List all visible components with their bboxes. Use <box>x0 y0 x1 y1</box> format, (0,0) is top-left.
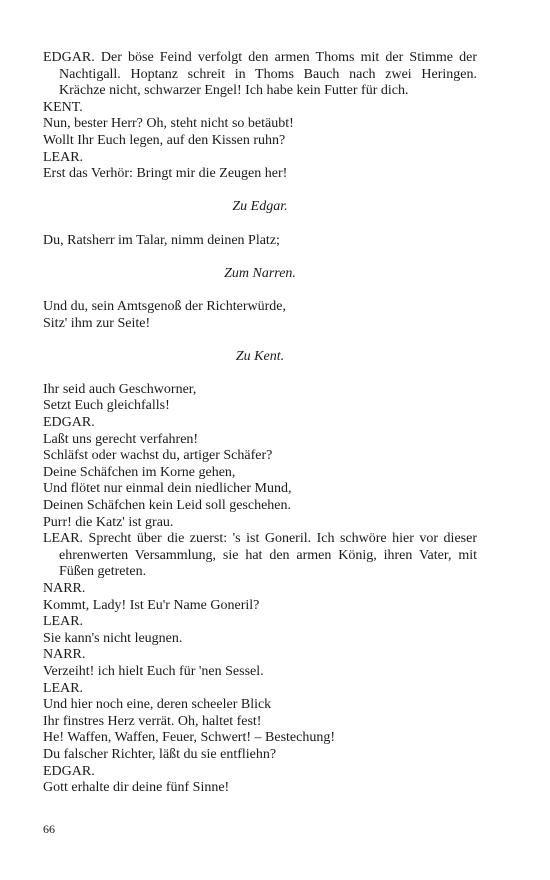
speech-edgar-1: EDGAR. Der böse Feind verfolgt den armen Thoms mit der Stimme der Nachtigall. Hoptanz schreit in Thoms Bauch nach zwei Heringen. Krächze nicht, schwarzer Engel! Ich habe kein Futter für dich. <box>43 50 477 99</box>
verse-line: Und flötet nur einmal dein niedlicher Mund, <box>43 481 292 497</box>
text-block-b <box>43 233 477 250</box>
verse-line: Nun, bester Herr? Oh, steht nicht so betäubt! <box>43 116 294 132</box>
verse-line: Laßt uns gerecht verfahren! <box>43 431 199 447</box>
stage-direction-zum-narren: Zum Narren. <box>224 265 296 281</box>
verse-line: Ihr seid auch Geschworner, <box>43 381 197 397</box>
page-number: 66 <box>43 822 55 836</box>
speaker-narr: NARR. <box>43 581 86 596</box>
verse-line: Gott erhalte dir deine fünf Sinne! <box>43 780 230 796</box>
speaker-edgar: EDGAR. <box>43 415 95 431</box>
verse-line: Wollt Ihr Euch legen, auf den Kissen ruhn? <box>43 132 286 148</box>
text-block-d <box>43 382 477 797</box>
verse-line: Und hier noch eine, deren scheeler Blick <box>43 697 272 713</box>
text-block-a <box>43 50 477 183</box>
speaker-lear: LEAR. <box>43 149 84 165</box>
speaker-lear: LEAR. <box>43 614 84 630</box>
speaker-edgar: EDGAR. <box>43 763 95 779</box>
verse-line: Du falscher Richter, läßt du sie entfliehn? <box>43 746 277 762</box>
text-block-c <box>43 299 477 332</box>
speaker-lear: LEAR. <box>43 680 84 696</box>
speech-lear: LEAR. Sprecht über die zuerst: 's ist Goneril. Ich schwöre hier vor dieser ehrenwerten Versammlung, sie hat den armen König, ihren Vater, mit Füßen getreten. <box>43 531 477 580</box>
verse-line: Deinen Schäfchen kein Leid soll geschehen. <box>43 498 292 514</box>
verse-line: Und du, sein Amtsgenoß der Richterwürde, <box>43 298 287 314</box>
verse-line: Deine Schäfchen im Korne gehen, <box>43 464 236 480</box>
verse-line: He! Waffen, Waffen, Feuer, Schwert! – Bestechung! <box>43 730 335 746</box>
stage-direction-zu-edgar: Zu Edgar. <box>232 199 288 215</box>
verse-line: Purr! die Katz' ist grau. <box>43 514 174 530</box>
verse-line: Schläfst oder wachst du, artiger Schäfer? <box>43 448 273 464</box>
verse-line: Ihr finstres Herz verrät. Oh, haltet fest! <box>43 713 262 729</box>
page-body <box>43 50 477 797</box>
verse-line: Du, Ratsherr im Talar, nimm deinen Platz; <box>43 232 280 248</box>
verse-line: Verzeiht! ich hielt Euch für 'nen Sessel. <box>43 663 264 679</box>
speaker-kent: KENT. <box>43 99 83 115</box>
verse-line: Sie kann's nicht leugnen. <box>43 630 183 646</box>
verse-line: Erst das Verhör: Bringt mir die Zeugen her! <box>43 166 288 182</box>
verse-line: Setzt Euch gleichfalls! <box>43 398 170 414</box>
verse-line: Sitz' ihm zur Seite! <box>43 315 151 331</box>
stage-direction-zu-kent: Zu Kent. <box>235 348 285 364</box>
verse-line: Kommt, Lady! Ist Eu'r Name Goneril? <box>43 597 260 613</box>
speaker-narr: NARR. <box>43 647 86 663</box>
